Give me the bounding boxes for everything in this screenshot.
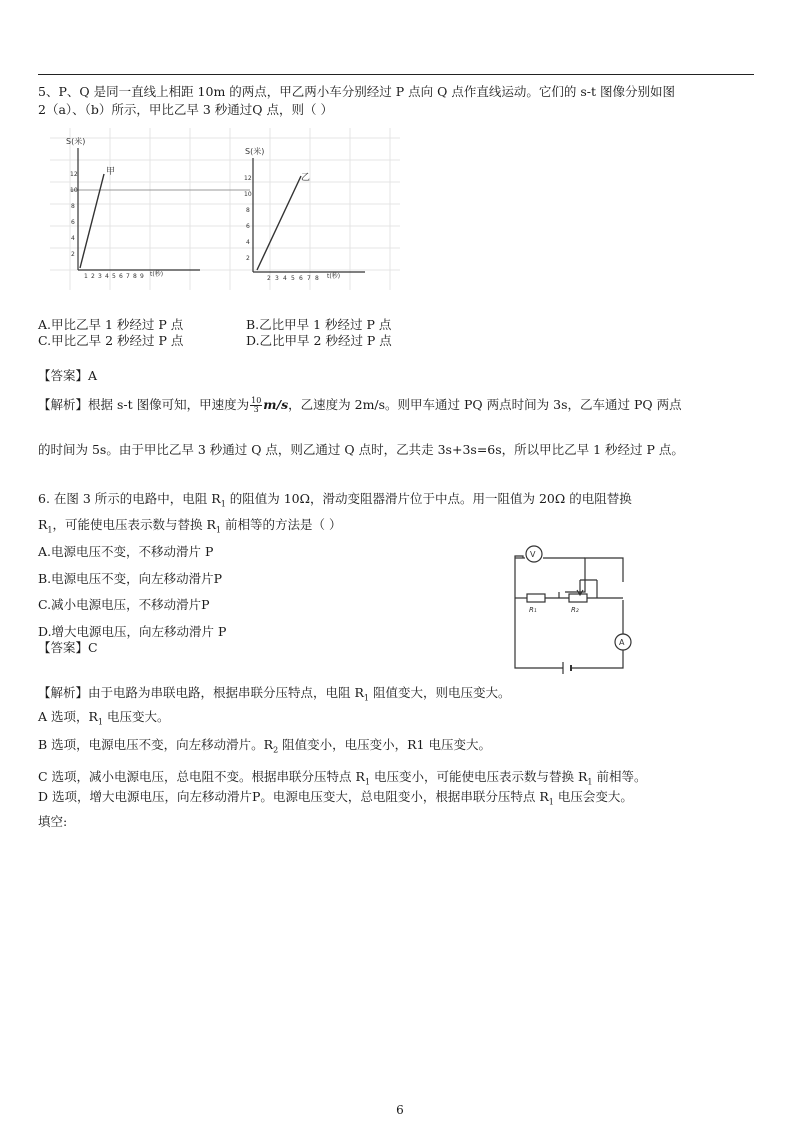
graph-a-series-line (80, 174, 104, 268)
subscript: 1 (363, 693, 369, 703)
q5-option-b: B.乙比甲早 1 秒经过 P 点 (246, 317, 392, 332)
q6-option-d: D.增大电源电压，向左移动滑片 P (38, 624, 227, 639)
q6-analysis-text: 阻值变大，则电压变大。 (368, 685, 511, 700)
graph-b-ytick: 6 (246, 223, 250, 230)
subscript: 1 (587, 777, 593, 787)
graph-a-line-label: 甲 (106, 167, 116, 177)
q6-stem-text: 的阻值为 10Ω，滑动变阻器滑片位于中点。用一阻值为 20Ω 的电阻替换 (225, 491, 632, 506)
fraction-denominator: 3 (253, 405, 259, 414)
q6-answer: 【答案】C (38, 640, 98, 655)
graph-b-series-line (257, 176, 301, 270)
q6-analysis-text: C 选项，减小电源电压，总电阻不变。根据串联分压特点 R (38, 769, 365, 784)
q6-analysis-intro (38, 685, 510, 707)
q6-option-c: C.减小电源电压，不移动滑片P (38, 597, 210, 612)
q6-analysis-text: D 选项，增大电源电压，向左移动滑片P。电源电压变大，总电阻变小，根据串联分压特点 R (38, 789, 549, 804)
page-number: 6 (396, 1103, 404, 1117)
velocity-fraction (250, 397, 262, 414)
graph-a-ytick: 12 (70, 171, 78, 178)
graph-a-ytick: 6 (71, 219, 75, 226)
q6-stem-text: 前相等的方法是（ ） (221, 517, 342, 532)
resistor-r2 (569, 594, 587, 602)
q6-analysis-text: 【解析】由于电路为串联电路，根据串联分压特点，电阻 R (38, 685, 364, 700)
q6-analysis-text: 前相等。 (592, 769, 647, 784)
q6-stem-line2 (38, 517, 341, 539)
q5-option-c: C.甲比乙早 2 秒经过 P 点 (38, 333, 184, 348)
q6-analysis-d (38, 789, 633, 811)
subscript: 1 (97, 717, 104, 727)
graph-b-ytick: 10 (244, 191, 252, 198)
graph-b (235, 140, 400, 290)
q6-stem-text: R (38, 517, 48, 532)
graph-a-xlabel: t(秒) (150, 271, 164, 278)
subscript: 1 (364, 777, 371, 787)
resistor-r1 (527, 594, 545, 602)
subscript: 1 (215, 525, 221, 535)
q5-analysis-text-b: ，乙速度为 2m/s。则甲车通过 PQ 两点时间为 3s，乙车通过 PQ 两点 (288, 397, 682, 412)
graph-b-ytick: 12 (244, 175, 252, 182)
graph-a-ytick: 10 (70, 187, 78, 194)
subscript: 1 (47, 525, 53, 535)
fill-in-heading: 填空: (38, 814, 68, 829)
graph-b-xtick: 8 (315, 275, 319, 282)
q6-stem-text: 6. 在图 3 所示的电路中，电阻 R (38, 491, 221, 506)
q5-stem-line1: 5、P、Q 是同一直线上相距 10m 的两点，甲乙两小车分别经过 P 点向 Q 点作直线运动。它们的 s-t 图像分别如图 (38, 84, 675, 99)
velocity-unit: m/s (263, 397, 289, 412)
graph-a-ytick: 4 (71, 235, 75, 242)
circuit-wire (571, 600, 623, 668)
graph-b-ytick: 2 (246, 255, 250, 262)
q6-analysis-text: 电压会变大。 (553, 789, 633, 804)
top-rule (38, 74, 754, 75)
ammeter-label: A (619, 638, 625, 647)
q6-stem-line1 (38, 491, 632, 513)
r2-label: R₂ (571, 606, 579, 614)
graph-b-xtick: 3 (275, 275, 279, 282)
graph-b-xtick: 5 (291, 275, 295, 282)
q5-option-a: A.甲比乙早 1 秒经过 P 点 (38, 317, 184, 332)
q5-analysis-text-a: 【解析】根据 s-t 图像可知，甲速度为 (38, 397, 250, 412)
q6-option-b: B.电源电压不变，向左移动滑片P (38, 571, 223, 586)
circuit-wire (565, 558, 623, 592)
graph-a-ylabel: S(米) (66, 137, 86, 146)
q6-analysis-b (38, 737, 491, 759)
q5-option-d: D.乙比甲早 2 秒经过 P 点 (246, 333, 392, 348)
graph-a-xtick: 9 (140, 273, 144, 280)
q6-analysis-a (38, 709, 170, 731)
graph-b-line-label: 乙 (301, 173, 311, 183)
graph-a-xtick: 7 (126, 273, 130, 280)
q6-option-a: A.电源电压不变，不移动滑片 P (38, 544, 214, 559)
r1-label: R₁ (529, 606, 537, 614)
graph-b-ytick: 4 (246, 239, 250, 246)
q6-stem-text: ，可能使电压表示数与替换 R (52, 517, 216, 532)
q5-answer: 【答案】A (38, 368, 98, 383)
q6-analysis-text: 阻值变小，电压变小，R1 电压变大。 (278, 737, 491, 752)
graph-a-ytick: 8 (71, 203, 75, 210)
subscript: 1 (220, 499, 226, 509)
graph-b-xlabel: t(秒) (327, 273, 341, 280)
q6-analysis-text: 电压变小，可能使电压表示数与替换 R (370, 769, 588, 784)
graph-a-xtick: 2 (91, 273, 95, 280)
q5-analysis-line1 (38, 397, 682, 414)
subscript: 2 (273, 745, 279, 755)
graph-b-xtick: 2 (267, 275, 271, 282)
circuit-diagram (505, 538, 640, 678)
graph-a-xtick: 6 (119, 273, 123, 280)
q5-analysis-line2: 的时间为 5s。由于甲比乙早 3 秒通过 Q 点，则乙通过 Q 点时，乙共走 3s+3s=6s，所以甲比乙早 1 秒经过 P 点。 (38, 442, 684, 457)
graph-b-xtick: 4 (283, 275, 287, 282)
q6-analysis-text: A 选项，R (38, 709, 98, 724)
circuit-wire (515, 558, 563, 668)
fraction-numerator: 10 (251, 396, 262, 405)
graph-a-xtick: 3 (98, 273, 102, 280)
q6-analysis-text: B 选项，电源电压不变，向左移动滑片。R (38, 737, 274, 752)
graph-a-xtick: 4 (105, 273, 109, 280)
graph-b-ylabel: S(米) (245, 147, 265, 156)
graph-b-xtick: 6 (299, 275, 303, 282)
q6-analysis-c (38, 769, 646, 791)
graph-b-ytick: 8 (246, 207, 250, 214)
subscript: 1 (548, 797, 554, 807)
q6-analysis-text: 电压变大。 (103, 709, 170, 724)
voltmeter-label: V (530, 550, 536, 559)
graph-a-xtick: 1 (84, 273, 88, 280)
graph-a-xtick: 8 (133, 273, 137, 280)
q5-stem-line2: 2（a）、（b）所示，甲比乙早 3 秒通过Q 点，则（ ） (38, 102, 334, 117)
graph-b-xtick: 7 (307, 275, 311, 282)
graph-a-xtick: 5 (112, 273, 116, 280)
graph-a-ytick: 2 (71, 251, 75, 258)
